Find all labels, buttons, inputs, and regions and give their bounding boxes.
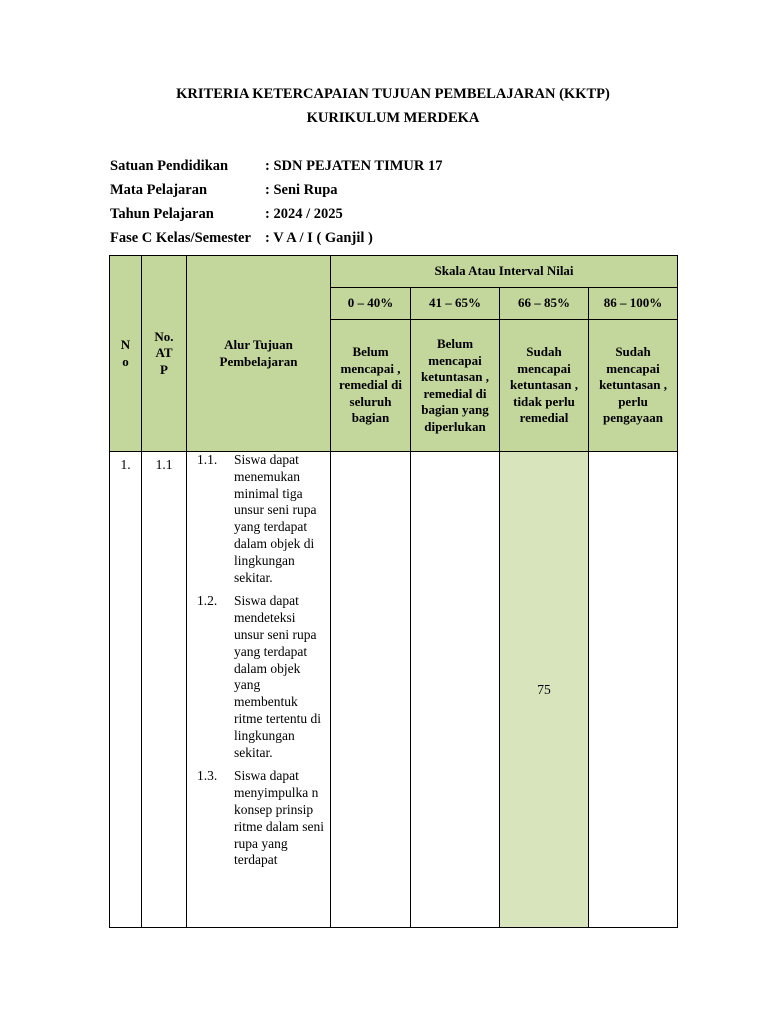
meta-label: Fase C Kelas/Semester <box>110 230 251 246</box>
value-cell-0-40 <box>331 452 411 928</box>
range-86-100: 86 – 100% <box>589 288 678 320</box>
table-row <box>110 452 678 928</box>
meta-label: Tahun Pelajaran <box>110 206 214 222</box>
header-no-atp: No. AT P <box>142 256 187 452</box>
list-item-text: Siswa dapat mendeteksi unsur seni rupa yang terdapat dalam objek yang membentuk ritme tertentu di lingkungan sekitar. <box>234 593 321 760</box>
meta-value: : SDN PEJATEN TIMUR 17 <box>265 158 443 174</box>
meta-label: Satuan Pendidikan <box>110 158 229 174</box>
list-item <box>197 593 326 761</box>
header-alur-tujuan: Alur Tujuan Pembelajaran <box>187 256 331 452</box>
desc-belum-mencapai: Belum mencapai , remedial di seluruh bagian <box>331 320 411 452</box>
value-cell-41-65 <box>411 452 500 928</box>
document-subtitle: KURIKULUM MERDEKA <box>306 110 480 126</box>
header-skala-interval: Skala Atau Interval Nilai <box>331 256 678 288</box>
range-0-40: 0 – 40% <box>331 288 411 320</box>
meta-value: : V A / I ( Ganjil ) <box>265 230 373 246</box>
row-atp: 1.1 <box>142 452 187 928</box>
list-item <box>197 768 326 869</box>
list-item-text: Siswa dapat menemukan minimal tiga unsur seni rupa yang terdapat dalam objek di lingkungan sekitar. <box>234 452 317 585</box>
range-41-65: 41 – 65% <box>411 288 500 320</box>
desc-belum-ketuntasan: Belum mencapai ketuntasan , remedial di bagian yang diperlukan <box>411 320 500 452</box>
list-item-number: 1.2. <box>197 593 218 609</box>
meta-row-mapel <box>110 182 338 199</box>
meta-value: : Seni Rupa <box>265 182 338 198</box>
row-alur-tujuan <box>187 452 331 928</box>
range-66-85: 66 – 85% <box>500 288 589 320</box>
meta-row-tahun <box>110 206 343 223</box>
desc-perlu-pengayaan: Sudah mencapai ketuntasan , perlu pengayaan <box>589 320 678 452</box>
meta-value: : 2024 / 2025 <box>265 206 343 222</box>
value-cell-66-85: 75 <box>500 452 589 928</box>
desc-sudah-ketuntasan: Sudah mencapai ketuntasan , tidak perlu remedial <box>500 320 589 452</box>
list-item-number: 1.3. <box>197 768 218 784</box>
document-title: KRITERIA KETERCAPAIAN TUJUAN PEMBELAJARAN (KKTP) <box>176 86 610 102</box>
header-no: N o <box>110 256 142 452</box>
meta-row-fase <box>110 230 373 247</box>
meta-label: Mata Pelajaran <box>110 182 208 198</box>
list-item <box>197 452 326 586</box>
kktp-table <box>109 255 678 928</box>
meta-row-satuan <box>110 158 443 175</box>
list-item-number: 1.1. <box>197 452 218 467</box>
list-item-text: Siswa dapat menyimpulka n konsep prinsip ritme dalam seni rupa yang terdapat <box>234 768 324 868</box>
value-cell-86-100 <box>589 452 678 928</box>
row-no: 1. <box>110 452 142 928</box>
